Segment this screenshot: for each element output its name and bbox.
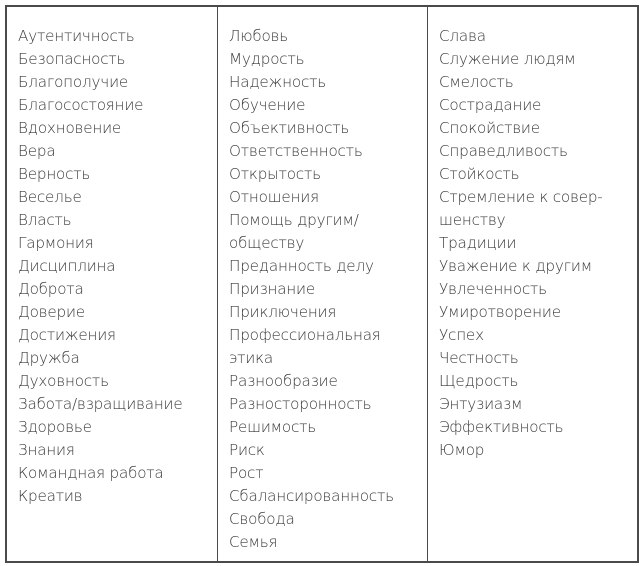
value-item: Разнообразие	[229, 372, 338, 390]
value-item: Помощь другим/	[229, 211, 359, 229]
value-item: Щедрость	[439, 372, 519, 390]
value-item: Мудрость	[229, 50, 305, 68]
value-item: Здоровье	[18, 418, 92, 436]
value-item: Креатив	[18, 487, 83, 505]
value-item: Служение людям	[439, 50, 576, 68]
value-item: Верность	[18, 165, 91, 183]
value-item: Сострадание	[439, 96, 542, 114]
value-item: Гармония	[18, 234, 94, 252]
value-item: Преданность делу	[229, 257, 374, 275]
value-item: Разносторонность	[229, 395, 372, 413]
value-item: Смелость	[439, 73, 514, 91]
value-item: Стремление к совер-	[439, 188, 603, 206]
value-item: Решимость	[229, 418, 317, 436]
value-item: Рост	[229, 464, 264, 482]
value-item: Сбалансированность	[229, 487, 394, 505]
value-item: Аутентичность	[18, 27, 135, 45]
value-item: Справедливость	[439, 142, 568, 160]
value-item: Благополучие	[18, 73, 129, 91]
value-item: Свобода	[229, 510, 295, 528]
value-item: Ответственность	[229, 142, 363, 160]
value-item: Отношения	[229, 188, 319, 206]
value-item: Благосостояние	[18, 96, 144, 114]
value-item: Любовь	[229, 27, 288, 45]
value-item: Слава	[439, 27, 486, 45]
value-item: Безопасность	[18, 50, 126, 68]
value-item: Дружба	[18, 349, 80, 367]
value-item: Духовность	[18, 372, 109, 390]
value-item: Приключения	[229, 303, 337, 321]
value-item: Дисциплина	[18, 257, 116, 275]
value-item: Признание	[229, 280, 315, 298]
value-item: Успех	[439, 326, 484, 344]
value-item: Увлеченность	[439, 280, 547, 298]
value-item: Власть	[18, 211, 72, 229]
value-item: Открытость	[229, 165, 321, 183]
value-item: Традиции	[439, 234, 517, 252]
value-item: Знания	[18, 441, 75, 459]
value-item: шенству	[439, 211, 506, 229]
value-item: Энтузиазм	[439, 395, 523, 413]
values-column-1	[7, 7, 218, 561]
value-item: Вдохновение	[18, 119, 122, 137]
value-item: Забота/взращивание	[18, 395, 183, 413]
value-item: Уважение к другим	[439, 257, 592, 275]
value-item: Объективность	[229, 119, 350, 137]
value-item: Семья	[229, 533, 278, 551]
value-item: Профессиональная	[229, 326, 381, 344]
values-column-2	[218, 7, 428, 561]
value-item: Обучение	[229, 96, 306, 114]
value-item: Командная работа	[18, 464, 164, 482]
value-item: этика	[229, 349, 273, 367]
value-item: обществу	[229, 234, 305, 252]
value-item: Достижения	[18, 326, 116, 344]
value-item: Доверие	[18, 303, 85, 321]
value-item: Спокойствие	[439, 119, 540, 137]
value-item: Стойкость	[439, 165, 520, 183]
value-item: Юмор	[439, 441, 485, 459]
value-item: Доброта	[18, 280, 84, 298]
value-item: Веселье	[18, 188, 82, 206]
value-item: Риск	[229, 441, 265, 459]
value-item: Надежность	[229, 73, 327, 91]
value-item: Вера	[18, 142, 56, 160]
value-item: Умиротворение	[439, 303, 561, 321]
values-table	[5, 5, 639, 563]
value-item: Честность	[439, 349, 519, 367]
values-column-3	[428, 7, 637, 561]
value-item: Эффективность	[439, 418, 564, 436]
